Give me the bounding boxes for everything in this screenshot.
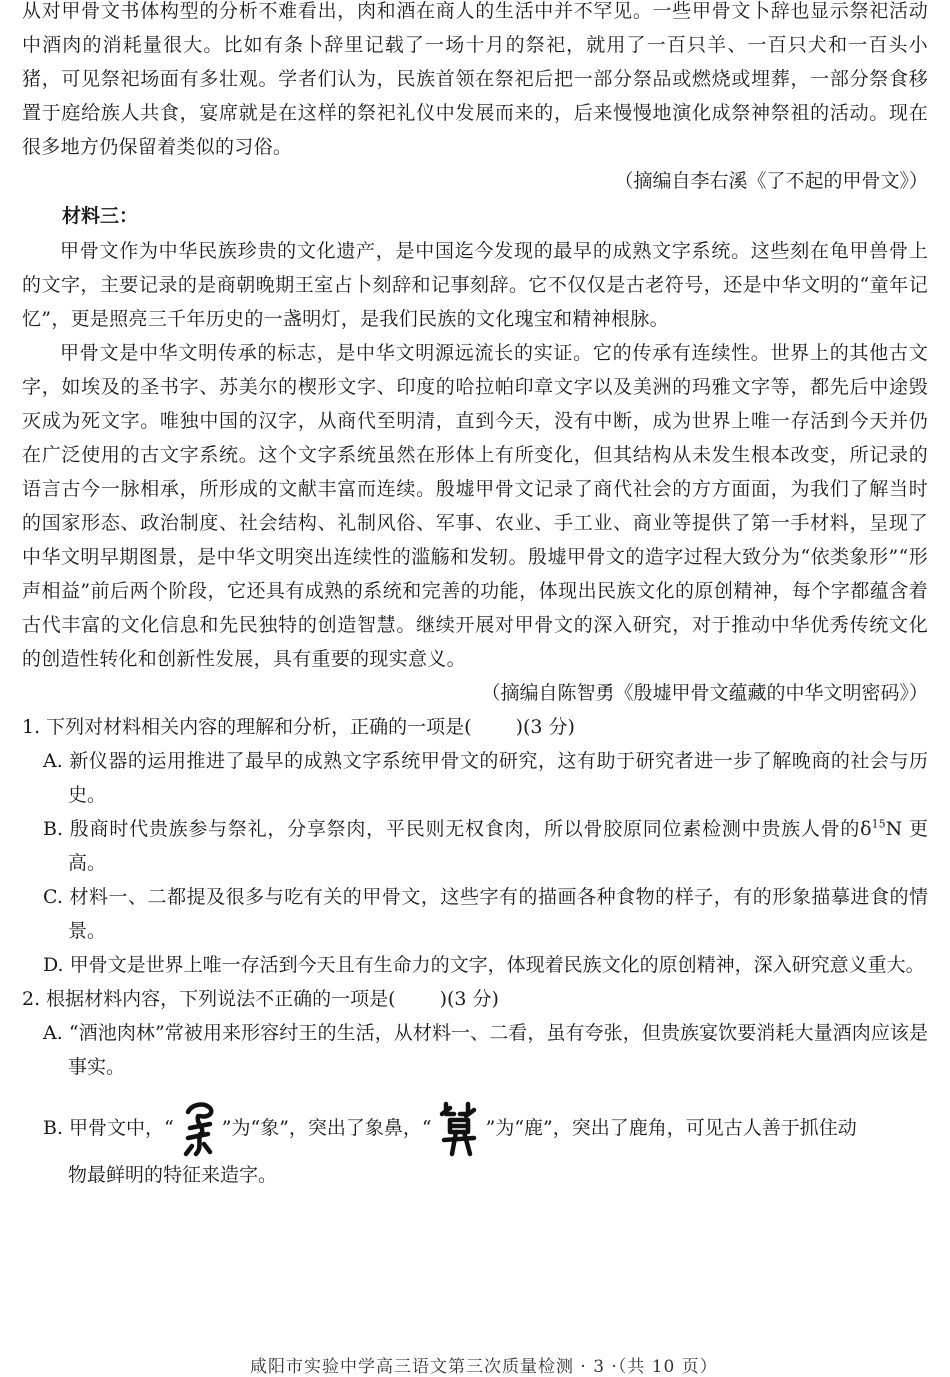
q2-option-b-part3: ”为“鹿”，突出了鹿角，可见古人善于抓住动: [485, 1117, 857, 1139]
q1-option-b-text: B. 殷商时代贵族参与祭礼，分享祭肉，平民则无权食肉，所以骨胶原同位素检测中贵族人骨的δ: [43, 818, 872, 840]
q1-option-b: [22, 812, 928, 880]
oracle-elephant-glyph-icon: [178, 1100, 218, 1158]
q1-option-d: D. 甲骨文是世界上唯一存活到今天且有生命力的文字，体现着民族文化的原创精神，深入研究意义重大。: [43, 954, 925, 976]
q1-option-a: A. 新仪器的运用推进了最早的成熟文字系统甲骨文的研究，这有助于研究者进一步了解晚商的社会与历史。: [43, 750, 928, 806]
material3-heading: 材料三：: [62, 205, 139, 227]
q1-option-c: C. 材料一、二都提及很多与吃有关的甲骨文，这些字有的描画各种食物的样子，有的形象描摹进食的情景。: [43, 886, 928, 942]
question-2-stem: [22, 982, 928, 1016]
q2-option-b: [22, 1098, 928, 1158]
question-1-stem: [22, 710, 928, 744]
isotope-superscript: 15: [871, 817, 886, 831]
material3-paragraph-2: 甲骨文是中华文明传承的标志，是中华文明源远流长的实证。它的传承有连续性。世界上的其他古文字，如埃及的圣书字、苏美尔的楔形文字、印度的哈拉帕印章文字以及美洲的玛雅文字等，都先后中途毁灭成为死文字。唯独中国的汉字，从商代至明清，直到今天，没有中断，成为世界上唯一存活到今天并仍在广泛使用的古文字系统。这个文字系统虽然在形体上有所变化，但其结构从未发生根本改变，所记录的语言古今一脉相承，所形成的文献丰富而连续。殷墟甲骨文记录了商代社会的方方面面，为我们了解当时的国家形态、政治制度、社会结构、礼制风俗、军事、农业、手工业、商业等提供了第一手材料，呈现了中华文明早期图景，是中华文明突出连续性的滥觞和发轫。殷墟甲骨文的造字过程大致分为“依类象形”“形声相益”前后两个阶段，它还具有成熟的系统和完善的功能，体现出民族文化的原创精神，每个字都蕴含着古代丰富的文化信息和先民独特的创造智慧。继续开展对甲骨文的深入研究，对于推动中华优秀传统文化的创造性转化和创新性发展，具有重要的现实意义。: [22, 342, 928, 670]
material3-source: （摘编自陈智勇《殷墟甲骨文蕴藏的中华文明密码》）: [481, 682, 928, 704]
question-2-score: )(3 分): [439, 988, 499, 1010]
exam-page: [22, 0, 928, 1192]
page-footer: 咸阳市实验中学高三语文第三次质量检测 · 3 ·（共 10 页）: [250, 1357, 718, 1377]
material2-source: （摘编自李右溪《了不起的甲骨文》）: [614, 170, 928, 192]
oracle-deer-glyph-icon: [436, 1100, 482, 1158]
material3-paragraph-1: 甲骨文作为中华民族珍贵的文化遗产，是中国迄今发现的最早的成熟文字系统。这些刻在龟甲兽骨上的文字，主要记录的是商朝晚期王室占卜刻辞和记事刻辞。它不仅仅是古老符号，还是中华文明的“童年记忆”，更是照亮三千年历史的一盏明灯，是我们民族的文化瑰宝和精神根脉。: [22, 240, 928, 330]
q1-option-b-tail: N 更高。: [68, 818, 929, 874]
q2-option-b-continuation: 物最鲜明的特征来造字。: [68, 1164, 278, 1186]
material2-tail-paragraph: 从对甲骨文书体构型的分析不难看出，肉和酒在商人的生活中并不罕见。一些甲骨文卜辞也显示祭祀活动中酒肉的消耗量很大。比如有条卜辞里记载了一场十月的祭祀，就用了一百只羊、一百只犬和一百头小猪，可见祭祀场面有多壮观。学者们认为，民族首领在祭祀后把一部分祭品或燃烧或埋葬，一部分祭食移置于庭给族人共食，宴席就是在这样的祭祀礼仪中发展而来的，后来慢慢地演化成祭神祭祖的活动。现在很多地方仍保留着类似的习俗。: [22, 0, 928, 158]
question-2-stem-text: 2. 根据材料内容，下列说法不正确的一项是(: [22, 988, 396, 1010]
question-1-score: )(3 分): [515, 716, 575, 738]
question-1-stem-text: 1. 下列对材料相关内容的理解和分析，正确的一项是(: [22, 716, 472, 738]
q2-option-a: A. “酒池肉林”常被用来形容纣王的生活，从材料一、二看，虽有夸张，但贵族宴饮要消耗大量酒肉应该是事实。: [43, 1022, 928, 1078]
q2-option-b-part2: ”为“象”，突出了象鼻，“: [221, 1117, 432, 1139]
q2-option-b-part1: B. 甲骨文中，“: [43, 1117, 174, 1139]
